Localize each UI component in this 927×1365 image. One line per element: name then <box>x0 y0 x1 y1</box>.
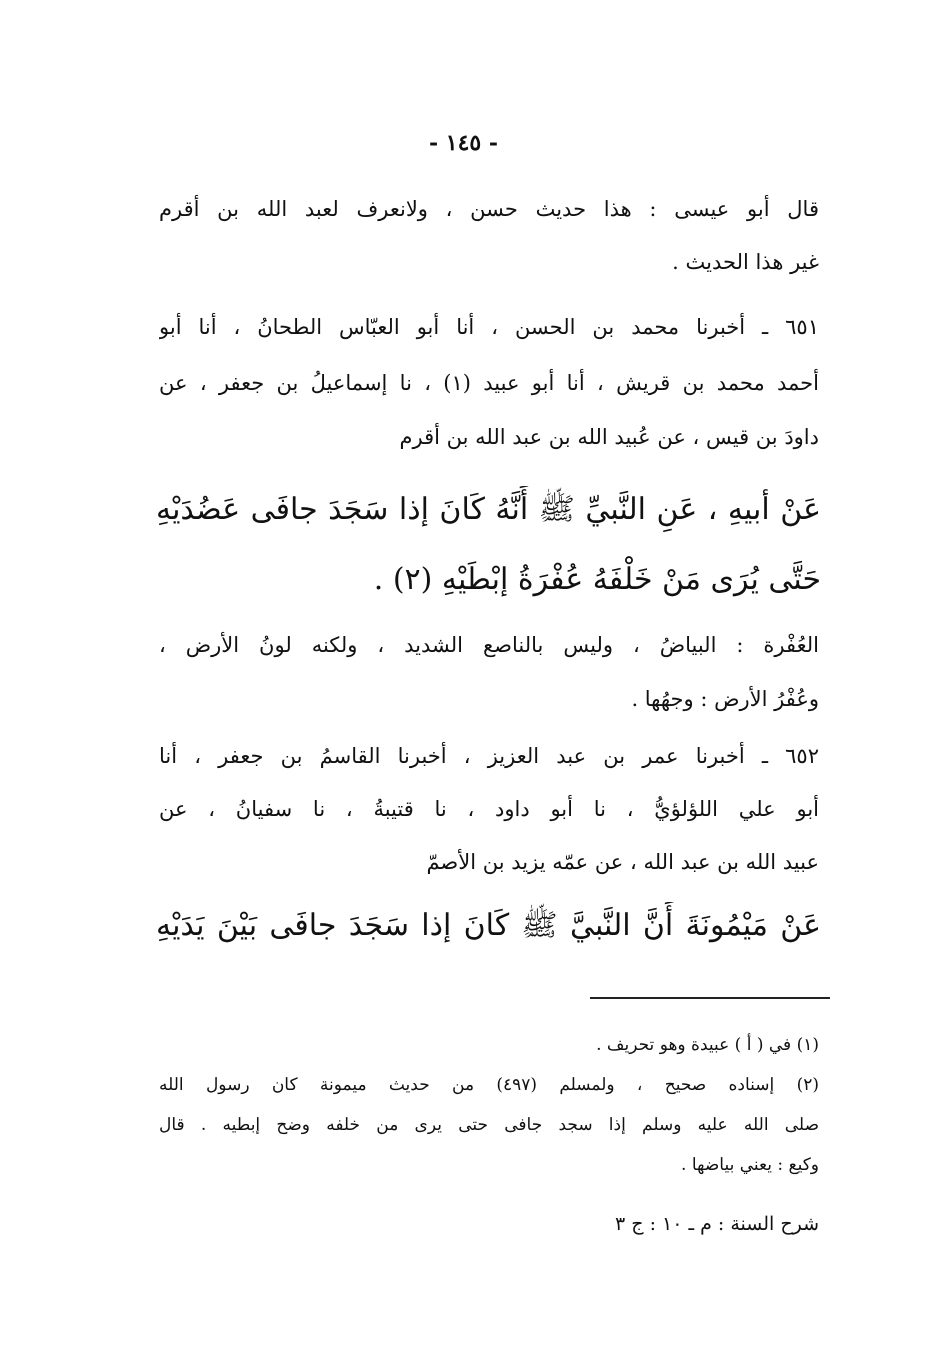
footnote-line: وكيع : يعني بياضها . <box>681 1155 819 1175</box>
text-line: قال أبو عيسى : هذا حديث حسن ، ولانعرف لعبد الله بن أقرم <box>159 197 819 221</box>
text-line: وعُفْرُ الأرض : وجهُها . <box>631 687 819 711</box>
text-line: أبو علي اللؤلؤيُّ ، نا أبو داود ، نا قتيبةُ ، نا سفيانُ ، عن <box>159 797 819 821</box>
footnote-separator <box>590 997 830 999</box>
text-line: غير هذا الحديث . <box>672 250 819 274</box>
page-number: - ١٤٥ - <box>428 130 499 156</box>
text-line: أحمد محمد بن قريش ، أنا أبو عبيد (١) ، نا إسماعيلُ بن جعفر ، عن <box>159 371 819 395</box>
footnote-line: (٢) إسناده صحيح ، ولمسلم (٤٩٧) من حديث ميمونة كان رسول الله <box>159 1075 819 1095</box>
text-line: داودَ بن قيس ، عن عُبيد الله بن عبد الله بن أقرم <box>399 425 819 449</box>
hadith-line: حَتَّى يُرَى مَنْ خَلْفَهُ عُفْرَةُ إبْطَيْهِ (٢) . <box>373 562 821 597</box>
text-line: ٦٥٢ ـ أخبرنا عمر بن عبد العزيز ، أخبرنا القاسمُ بن جعفر ، أنا <box>159 744 819 768</box>
footnote-line: صلى الله عليه وسلم إذا سجد جافى حتى يرى من خلفه وضح إبطيه . قال <box>159 1115 819 1135</box>
footnote-line: (١) في ( أ ) عبيدة وهو تحريف . <box>596 1035 819 1055</box>
hadith-line: عَنْ مَيْمُونَةَ أَنَّ النَّبيَّ ﷺ كَانَ إذا سَجَدَ جافَى بَيْنَ يَدَيْهِ <box>156 908 821 943</box>
text-line: ٦٥١ ـ أخبرنا محمد بن الحسن ، أنا أبو العبّاس الطحانُ ، أنا أبو <box>159 315 819 339</box>
text-line: عبيد الله بن عبد الله ، عن عمّه يزيد بن الأصمّ <box>426 850 819 874</box>
text-line: العُفْرة : البياضُ ، وليس بالناصع الشديد ، ولكنه لونُ الأرض ، <box>159 633 819 657</box>
book-signature: شرح السنة : م ـ ١٠ : ج ٣ <box>615 1213 819 1235</box>
hadith-line: عَنْ أبيهِ ، عَنِ النَّبيِّ ﷺ أَنَّهُ كَانَ إذا سَجَدَ جافَى عَضُدَيْهِ <box>156 492 821 527</box>
